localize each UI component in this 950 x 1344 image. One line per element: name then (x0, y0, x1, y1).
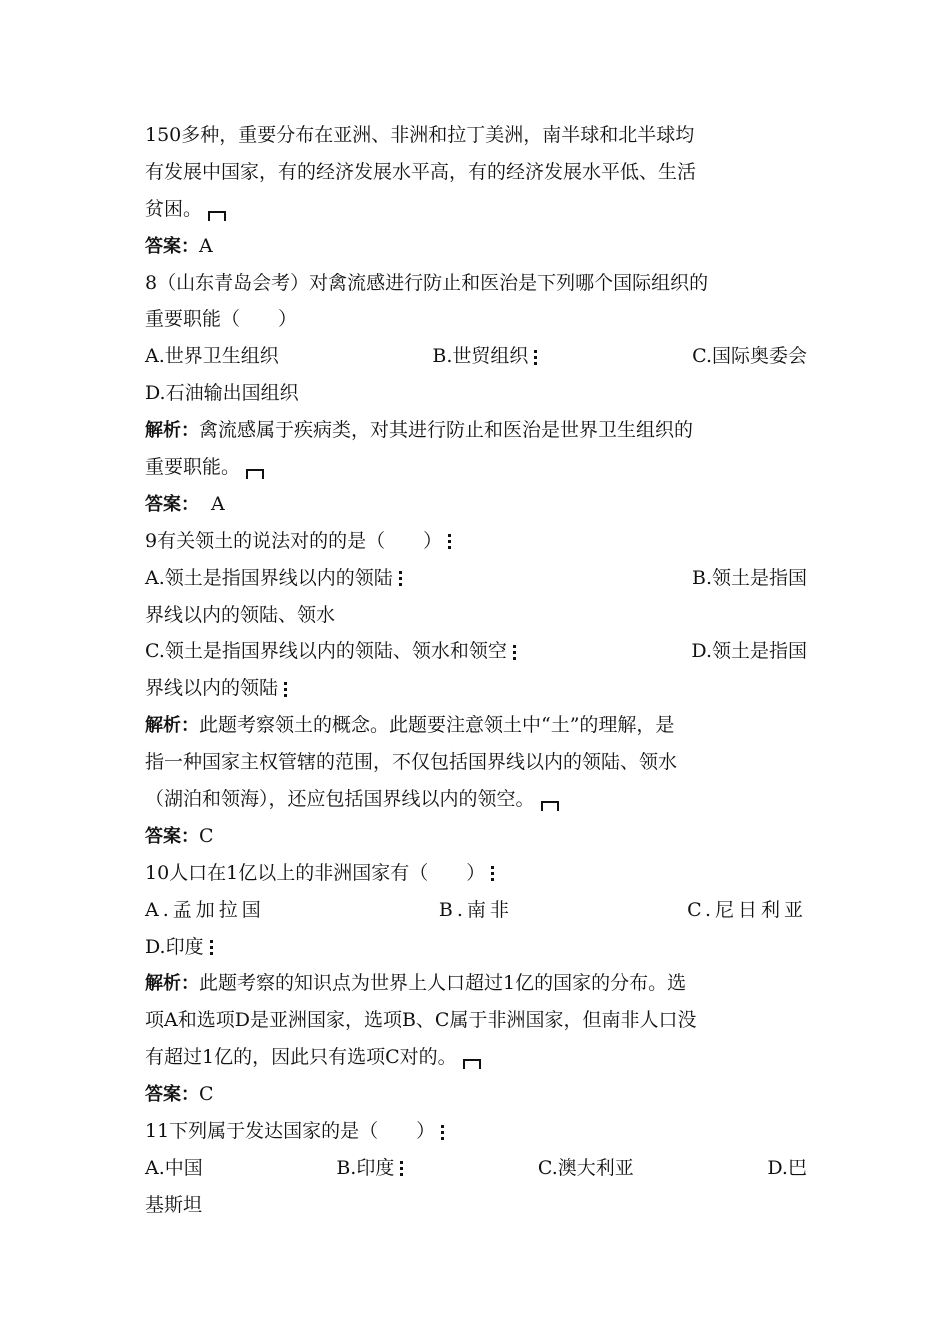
answer-value: C (199, 824, 214, 847)
option-a: A.世界卫生组织 (145, 345, 279, 368)
option-c: C.澳大利亚 (537, 1156, 634, 1179)
analysis-label: 解析： (145, 973, 199, 995)
option-b: B.领土是指国 (691, 566, 807, 589)
format-mark-icon (210, 937, 214, 958)
text-line (145, 1039, 807, 1076)
analysis-line (145, 707, 807, 744)
option-d-cont: 基斯坦 (145, 1193, 203, 1216)
option-d: D.领土是指国 (691, 640, 807, 663)
text-line (145, 670, 807, 707)
paragraph-mark-icon (541, 801, 559, 811)
answer-line (145, 818, 807, 855)
answer-label: 答案： (145, 235, 199, 257)
answer-label: 答案： (145, 493, 199, 515)
answer-line (145, 486, 807, 523)
analysis-text: 此题考察的知识点为世界上人口超过1亿的国家的分布。选 (199, 972, 687, 995)
options-row (145, 338, 807, 375)
text-line (145, 781, 807, 818)
options-row (145, 633, 807, 670)
option-b: B.南非 (438, 898, 513, 921)
format-mark-icon (399, 568, 403, 589)
option-b-cont: 界线以内的领陆、领水 (145, 603, 336, 626)
text-line (145, 597, 807, 634)
analysis-text: 项A和选项D是亚洲国家，选项B、C属于非洲国家，但南非人口没 (145, 1009, 697, 1032)
paragraph-mark-icon (246, 469, 264, 479)
answer-value: A (199, 234, 213, 257)
format-mark-icon (284, 679, 288, 700)
option-c: C.国际奥委会 (692, 345, 807, 368)
options-row (145, 1150, 807, 1187)
analysis-label: 解析： (145, 715, 199, 737)
format-mark-icon (534, 347, 538, 368)
analysis-text: 此题考察领土的概念。此题要注意领土中“土”的理解，是 (199, 714, 675, 737)
paragraph-mark-icon (463, 1059, 481, 1069)
analysis-text: （湖泊和领海），还应包括国界线以内的领空。 (145, 788, 535, 811)
analysis-text: 有超过1亿的，因此只有选项C对的。 (145, 1046, 457, 1069)
analysis-text: 禽流感属于疾病类，对其进行防止和医治是世界卫生组织的 (199, 419, 694, 442)
answer-label: 答案： (145, 1084, 199, 1106)
format-mark-icon (441, 1122, 445, 1143)
option-d-cont: 界线以内的领陆 (145, 677, 279, 700)
answer-label: 答案： (145, 825, 199, 847)
question-text: 8（山东青岛会考）对禽流感进行防止和医治是下列哪个国际组织的 (145, 271, 709, 294)
question-text: 11下列属于发达国家的是（ ） (145, 1120, 436, 1143)
option-a: A.中国 (145, 1156, 203, 1179)
option-a-wrap (145, 560, 403, 597)
option-b: B.印度 (336, 1156, 395, 1179)
format-mark-icon (513, 642, 517, 663)
text-line (145, 191, 807, 228)
text-line (145, 375, 807, 412)
option-a: A.领土是指国界线以内的领陆 (145, 566, 393, 589)
text-line (145, 744, 807, 781)
analysis-line (145, 412, 807, 449)
option-d: D.印度 (145, 935, 204, 958)
question-text: 重要职能（ ） (145, 308, 298, 331)
analysis-text: 指一种国家主权管辖的范围，不仅包括国界线以内的领陆、领水 (145, 751, 678, 774)
analysis-label: 解析： (145, 420, 199, 442)
option-c: C.尼日利亚 (687, 898, 807, 921)
format-mark-icon (400, 1158, 404, 1179)
option-c-wrap (145, 633, 517, 670)
paragraph-text: 贫困。 (145, 197, 203, 220)
question-9 (145, 523, 807, 560)
text-line (145, 154, 807, 191)
text-line (145, 929, 807, 966)
question-8 (145, 265, 807, 302)
question-11 (145, 1113, 807, 1150)
option-d: D.石油输出国组织 (145, 382, 299, 405)
format-mark-icon (448, 531, 452, 552)
answer-line (145, 228, 807, 265)
text-line (145, 1187, 807, 1224)
question-10 (145, 855, 807, 892)
text-line (145, 1002, 807, 1039)
text-line (145, 449, 807, 486)
paragraph-text: 150多种，重要分布在亚洲、非洲和拉丁美洲，南半球和北半球均 (145, 124, 695, 146)
option-b: B.世贸组织 (432, 345, 529, 368)
answer-line (145, 1076, 807, 1113)
option-c: C.领土是指国界线以内的领陆、领水和领空 (145, 640, 507, 663)
analysis-text: 重要职能。 (145, 456, 241, 479)
analysis-line (145, 965, 807, 1002)
text-line (145, 301, 807, 338)
option-b-wrap (432, 338, 538, 375)
document-page (145, 117, 807, 1224)
question-text: 9有关领土的说法对的的是（ ） (145, 529, 443, 552)
answer-value: A (205, 492, 225, 515)
option-b-wrap (336, 1150, 404, 1187)
question-text: 10人口在1亿以上的非洲国家有（ ） (145, 861, 486, 884)
paragraph-text: 有发展中国家，有的经济发展水平高，有的经济发展水平低、生活 (145, 160, 697, 183)
option-a: A.孟加拉国 (145, 898, 265, 921)
options-row (145, 560, 807, 597)
paragraph-mark-icon (208, 211, 226, 221)
format-mark-icon (491, 863, 495, 884)
answer-value: C (199, 1083, 214, 1106)
options-row (145, 892, 807, 929)
option-d: D.巴 (767, 1156, 807, 1179)
text-line (145, 117, 807, 154)
